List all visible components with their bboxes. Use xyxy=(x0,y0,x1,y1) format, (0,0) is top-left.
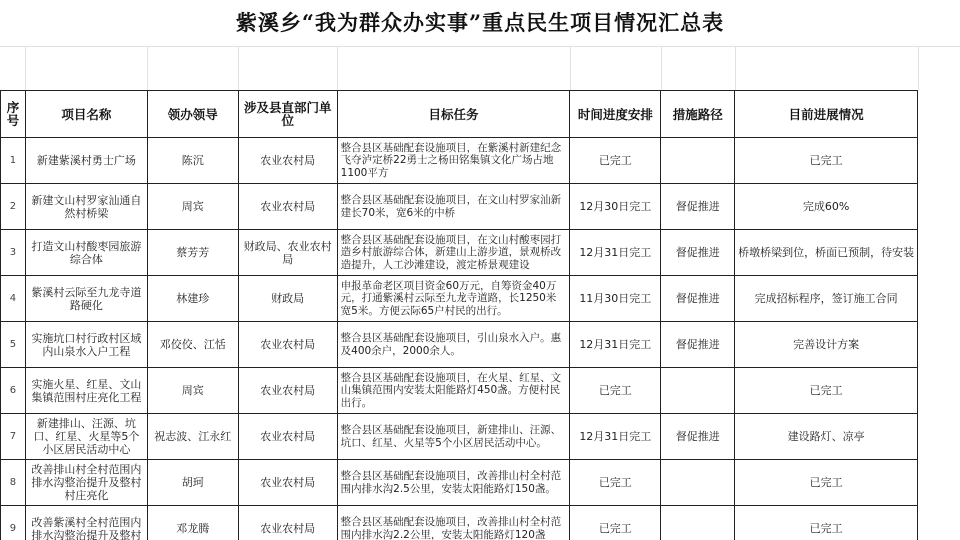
cell-task-text: 整合县区基础配套设施项目，改善排山村全村范围内排水沟2.5公里，安装太阳能路灯150盏。 xyxy=(340,470,562,495)
table-row xyxy=(1,414,960,460)
cell-dept[interactable]: 农业农村局 xyxy=(238,184,337,230)
cell-measure[interactable]: 督促推进 xyxy=(661,276,735,322)
header-cell-leader[interactable]: 领办领导 xyxy=(147,91,238,138)
cell-task[interactable] xyxy=(337,368,570,414)
cell-progress[interactable]: 完成60% xyxy=(735,184,918,230)
cell-task-text: 整合县区基础配套设施项目，在紫溪村新建纪念飞夺泸定桥22勇士之杨田铭集镇文化广场占地1100平方 xyxy=(340,141,562,179)
header-cell-no[interactable]: 序号 xyxy=(1,91,26,138)
cell-dept[interactable]: 农业农村局 xyxy=(238,138,337,184)
cell-no[interactable]: 6 xyxy=(1,368,26,414)
empty-cell[interactable] xyxy=(917,138,959,184)
table-row xyxy=(1,368,960,414)
table-row xyxy=(1,230,960,276)
table-row xyxy=(1,138,960,184)
header-cell-time[interactable]: 时间进度安排 xyxy=(570,91,661,138)
cell-task-text: 申报革命老区项目资金60万元，自筹资金40万元，打通紫溪村云际至九龙寺道路，长1250米宽5米。方便云际65户村民的出行。 xyxy=(340,279,557,317)
cell-leader[interactable]: 周宾 xyxy=(147,368,238,414)
table-row xyxy=(1,184,960,230)
empty-cell[interactable] xyxy=(917,414,959,460)
cell-name[interactable]: 打造文山村酸枣园旅游综合体 xyxy=(25,230,147,276)
cell-task[interactable] xyxy=(337,414,570,460)
cell-no[interactable]: 3 xyxy=(1,230,26,276)
cell-task-text: 整合县区基础配套设施项目，在文山村酸枣园打造乡村旅游综合体，新建山上游步道，景观桥改造提升，人工沙滩建设，渡定桥景观建设 xyxy=(340,233,562,271)
cell-no[interactable]: 7 xyxy=(1,414,26,460)
empty-cell[interactable] xyxy=(917,230,959,276)
cell-no[interactable]: 5 xyxy=(1,322,26,368)
empty-cell[interactable] xyxy=(917,276,959,322)
cell-time[interactable]: 12月31日完工 xyxy=(570,322,661,368)
cell-dept[interactable]: 农业农村局 xyxy=(238,414,337,460)
cell-name[interactable]: 实施火星、红星、文山集镇范围村庄亮化工程 xyxy=(25,368,147,414)
cell-dept[interactable]: 财政局、农业农村局 xyxy=(238,230,337,276)
cell-leader[interactable]: 周宾 xyxy=(147,184,238,230)
cell-no[interactable]: 1 xyxy=(1,138,26,184)
cell-no[interactable]: 9 xyxy=(1,506,26,540)
cell-time[interactable]: 已完工 xyxy=(570,506,661,540)
cell-task[interactable] xyxy=(337,184,570,230)
cell-leader[interactable]: 蔡芳芳 xyxy=(147,230,238,276)
cell-task[interactable] xyxy=(337,138,570,184)
header-cell-dept[interactable]: 涉及县直部门单位 xyxy=(238,91,337,138)
cell-progress[interactable]: 桥墩桥梁到位，桥面已预制，待安装 xyxy=(735,230,918,276)
cell-dept[interactable]: 农业农村局 xyxy=(238,368,337,414)
cell-name[interactable]: 新建紫溪村勇士广场 xyxy=(25,138,147,184)
cell-time[interactable]: 12月31日完工 xyxy=(570,230,661,276)
cell-task[interactable] xyxy=(337,230,570,276)
cell-progress[interactable]: 已完工 xyxy=(735,460,918,506)
cell-name[interactable]: 改善紫溪村全村范围内排水沟整治提升及整村 xyxy=(25,506,147,540)
cell-task-text: 整合县区基础配套设施项目，在文山村罗家汕新建长70米，宽6米的中桥 xyxy=(340,194,562,219)
cell-measure[interactable] xyxy=(661,460,735,506)
cell-no[interactable]: 8 xyxy=(1,460,26,506)
empty-cell[interactable] xyxy=(917,368,959,414)
cell-leader[interactable]: 陈沉 xyxy=(147,138,238,184)
cell-time[interactable]: 已完工 xyxy=(570,460,661,506)
cell-measure[interactable] xyxy=(661,368,735,414)
cell-measure[interactable]: 督促推进 xyxy=(661,230,735,276)
cell-time[interactable]: 已完工 xyxy=(570,138,661,184)
cell-time[interactable]: 12月31日完工 xyxy=(570,414,661,460)
header-cell-name[interactable]: 项目名称 xyxy=(25,91,147,138)
cell-name[interactable]: 实施坑口村行政村区域内山泉水入户工程 xyxy=(25,322,147,368)
cell-dept[interactable]: 农业农村局 xyxy=(238,460,337,506)
sheet-title: 紫溪乡“我为群众办实事”重点民生项目情况汇总表 xyxy=(235,10,725,35)
header-row xyxy=(1,91,960,138)
empty-cell[interactable] xyxy=(917,184,959,230)
cell-measure[interactable]: 督促推进 xyxy=(661,184,735,230)
cell-leader[interactable]: 祝志波、江永红 xyxy=(147,414,238,460)
cell-measure[interactable] xyxy=(661,506,735,540)
project-table xyxy=(0,90,960,540)
cell-dept[interactable]: 农业农村局 xyxy=(238,506,337,540)
cell-task[interactable] xyxy=(337,276,570,322)
cell-dept[interactable]: 农业农村局 xyxy=(238,322,337,368)
empty-cell[interactable] xyxy=(917,91,959,138)
cell-leader[interactable]: 邓佼佼、江恬 xyxy=(147,322,238,368)
cell-name[interactable]: 新建排山、汪源、坑口、红星、火星等5个小区居民活动中心 xyxy=(25,414,147,460)
empty-grid-row[interactable] xyxy=(0,46,960,90)
table-row xyxy=(1,322,960,368)
cell-task[interactable] xyxy=(337,506,570,540)
cell-progress[interactable]: 完善设计方案 xyxy=(735,322,918,368)
cell-progress[interactable]: 建设路灯、凉亭 xyxy=(735,414,918,460)
header-cell-task[interactable]: 目标任务 xyxy=(337,91,570,138)
cell-measure[interactable]: 督促推进 xyxy=(661,414,735,460)
cell-time[interactable]: 11月30日完工 xyxy=(570,276,661,322)
header-cell-measure[interactable]: 措施路径 xyxy=(661,91,735,138)
cell-task-text: 整合县区基础配套设施项目，引山泉水入户。惠及400余户，2000余人。 xyxy=(340,332,562,357)
cell-progress[interactable]: 已完工 xyxy=(735,138,918,184)
cell-measure[interactable]: 督促推进 xyxy=(661,322,735,368)
empty-cell[interactable] xyxy=(917,322,959,368)
table-row xyxy=(1,460,960,506)
cell-name[interactable]: 紫溪村云际至九龙寺道路硬化 xyxy=(25,276,147,322)
cell-task-text: 整合县区基础配套设施项目，改善排山村全村范围内排水沟2.2公里，安装太阳能路灯120盏 xyxy=(340,516,562,540)
cell-progress[interactable]: 完成招标程序，签订施工合同 xyxy=(735,276,918,322)
header-cell-progress[interactable]: 目前进展情况 xyxy=(735,91,918,138)
cell-time[interactable]: 已完工 xyxy=(570,368,661,414)
cell-task[interactable] xyxy=(337,322,570,368)
cell-leader[interactable]: 林建珍 xyxy=(147,276,238,322)
empty-cell[interactable] xyxy=(917,460,959,506)
empty-cell[interactable] xyxy=(917,506,959,540)
cell-task[interactable] xyxy=(337,460,570,506)
table-row xyxy=(1,276,960,322)
cell-time[interactable]: 12月30日完工 xyxy=(570,184,661,230)
cell-name[interactable]: 新建文山村罗家汕通自然村桥梁 xyxy=(25,184,147,230)
cell-progress[interactable]: 已完工 xyxy=(735,368,918,414)
cell-dept[interactable]: 财政局 xyxy=(238,276,337,322)
cell-task-text: 整合县区基础配套设施项目，新建排山、汪源、坑口、红星、火星等5个小区居民活动中心。 xyxy=(340,424,562,449)
cell-leader[interactable]: 胡珂 xyxy=(147,460,238,506)
table-row xyxy=(1,506,960,540)
cell-progress[interactable]: 已完工 xyxy=(735,506,918,540)
cell-task-text: 整合县区基础配套设施项目，在火星、红星、文山集镇范围内安装太阳能路灯450盏。方便村民出行。 xyxy=(340,371,562,409)
cell-name[interactable]: 改善排山村全村范围内排水沟整治提升及整村村庄亮化 xyxy=(25,460,147,506)
cell-measure[interactable] xyxy=(661,138,735,184)
cell-no[interactable]: 2 xyxy=(1,184,26,230)
cell-no[interactable]: 4 xyxy=(1,276,26,322)
cell-leader[interactable]: 邓龙腾 xyxy=(147,506,238,540)
